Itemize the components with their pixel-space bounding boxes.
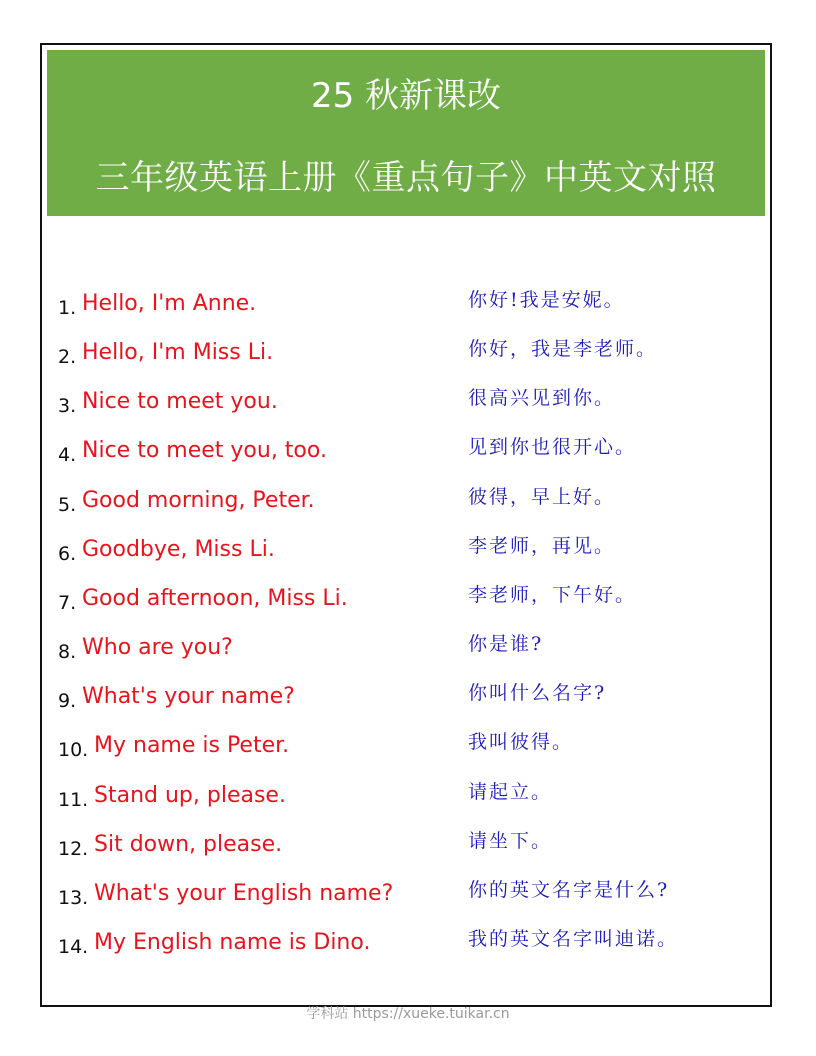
chinese-translation: 请起立。 <box>468 780 553 803</box>
sentence-row <box>42 726 770 766</box>
sentence-number: 5. <box>58 493 77 516</box>
document-frame <box>40 43 772 1007</box>
sentence-number: 9. <box>58 690 77 713</box>
chinese-translation: 你好!我是安妮。 <box>468 289 625 311</box>
english-sentence: Hello, I'm Miss Li. <box>82 340 274 366</box>
sentence-row <box>42 874 770 914</box>
sentence-number: 14. <box>58 935 89 958</box>
english-sentence: Nice to meet you, too. <box>82 438 327 464</box>
english-sentence: Goodbye, Miss Li. <box>82 536 275 562</box>
sentence-row <box>42 677 770 717</box>
sentence-row <box>42 923 770 963</box>
english-sentence: Good afternoon, Miss Li. <box>82 585 348 611</box>
sentence-row <box>42 825 770 865</box>
english-sentence: Good morning, Peter. <box>82 487 315 513</box>
sentence-number: 8. <box>58 641 77 664</box>
chinese-translation: 很高兴见到你。 <box>468 387 616 410</box>
title-banner <box>47 50 765 216</box>
sentence-number: 12. <box>58 837 89 860</box>
sentence-row <box>42 530 770 570</box>
sentence-row <box>42 333 770 373</box>
sentence-number: 6. <box>58 542 77 565</box>
watermark: 学科站 https://xueke.tuikar.cn <box>306 1006 510 1022</box>
english-sentence: My English name is Dino. <box>94 929 371 955</box>
english-sentence: Nice to meet you. <box>82 389 278 415</box>
sentence-number: 13. <box>58 886 89 909</box>
sentence-row <box>42 481 770 521</box>
chinese-translation: 你的英文名字是什么? <box>468 878 670 901</box>
sentence-number: 7. <box>58 591 77 614</box>
title-line-2: 三年级英语上册《重点句子》中英文对照 <box>95 158 717 198</box>
chinese-translation: 彼得，早上好。 <box>468 485 616 508</box>
title-line-1: 25 秋新课改 <box>310 76 502 116</box>
english-sentence: My name is Peter. <box>94 733 290 759</box>
sentence-number: 2. <box>58 346 77 369</box>
chinese-translation: 见到你也很开心。 <box>468 436 637 459</box>
sentence-row <box>42 579 770 619</box>
chinese-translation: 请坐下。 <box>468 829 553 852</box>
sentence-number: 3. <box>58 395 77 418</box>
sentence-row <box>42 628 770 668</box>
sentence-number: 1. <box>58 297 77 319</box>
sentence-number: 4. <box>58 444 77 467</box>
sentence-row <box>42 431 770 471</box>
chinese-translation: 我叫彼得。 <box>468 731 574 754</box>
english-sentence: Sit down, please. <box>94 831 283 857</box>
sentence-row <box>42 284 770 324</box>
sentence-row <box>42 776 770 816</box>
english-sentence: What's your name? <box>82 684 295 710</box>
sentence-number: 10. <box>58 739 89 762</box>
sentence-row <box>42 382 770 422</box>
sentence-number: 11. <box>58 788 89 811</box>
chinese-translation: 我的英文名字叫迪诺。 <box>468 927 679 950</box>
chinese-translation: 你叫什么名字? <box>468 682 607 705</box>
english-sentence: Who are you? <box>82 635 233 661</box>
chinese-translation: 李老师，下午好。 <box>468 583 637 606</box>
chinese-translation: 你好，我是李老师。 <box>468 338 658 361</box>
chinese-translation: 李老师，再见。 <box>468 534 616 557</box>
chinese-translation: 你是谁? <box>468 633 544 656</box>
english-sentence: What's your English name? <box>94 880 394 906</box>
english-sentence: Stand up, please. <box>94 782 286 808</box>
english-sentence: Hello, I'm Anne. <box>82 291 257 316</box>
